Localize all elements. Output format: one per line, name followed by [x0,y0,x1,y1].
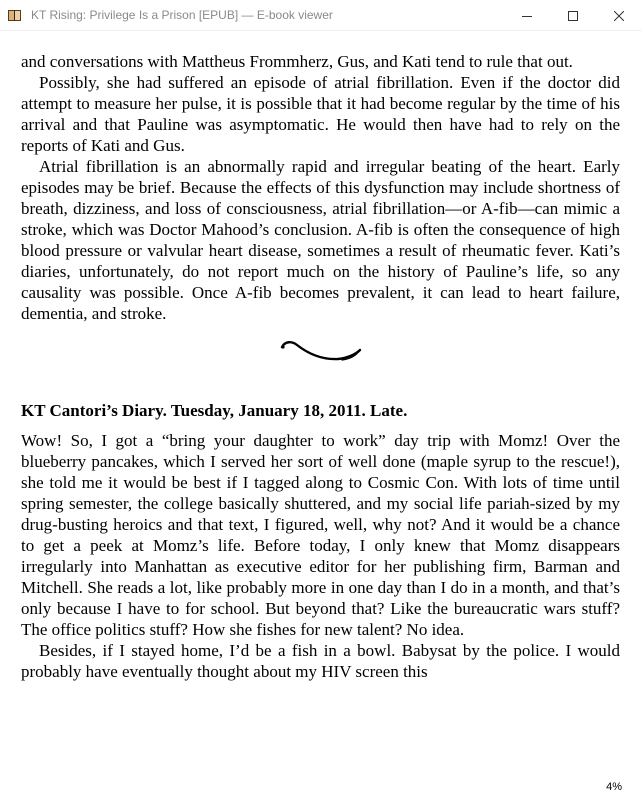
paragraph: Besides, if I stayed home, I’d be a fish in a bowl. Babysat by the police. I would probably have eventually thought about my HIV screen this [21,641,620,681]
paragraph: and conversations with Mattheus Frommherz, Gus, and Kati tend to rule that out. [21,52,573,71]
reading-progress: 4% [606,781,622,793]
close-button[interactable] [596,0,642,31]
section-heading: KT Cantori’s Diary. Tuesday, January 18, 2011. Late. [21,401,408,420]
maximize-button[interactable] [550,0,596,31]
book-icon [8,9,22,22]
paragraph: Wow! So, I got a “bring your daughter to work” day trip with Momz! Over the blueberry pancakes, which I served her sort of well done (maple syrup to the rescue!), she told me it would be best if I tagged along to Cosmic Con. With lots of time until spring semester, the college basically shuttered, and my social life pariah-sized by my drug-busting heroics and that text, I figured, well, why not? And it would be a chance to get a peek at Momz’s life. Before today, I only knew that Momz disappears irregularly into Manhattan as executive editor for her publishing firm, Barman and Mitchell. She reads a lot, like probably more in one day than I do in a month, and that’s only because I have to for school. But beyond that? Like the bureaucratic wars stuff? The office politics stuff? How she fishes for new talent? No idea. [21,431,620,639]
maximize-icon [568,11,578,21]
paragraph: Atrial fibrillation is an abnormally rapid and irregular beating of the heart. Early episodes may be brief. Because the effects of this dysfunction may include shortness of breath, dizziness, and loss of consciousness, atrial fibrillation—or A-fib—can mimic a stroke, which was Doctor Mahood’s conclusion. A-fib is often the consequence of high blood pressure or valvular heart disease, sometimes a result of rheumatic fever. Kati’s diaries, unfortunately, do not report much on the history of Pauline’s life, so any causality was possible. Once A-fib becomes prevalent, it can lead to heart failure, dementia, and stroke. [21,157,620,323]
paragraph: Possibly, she had suffered an episode of atrial fibrillation. Even if the doctor did attempt to measure her pulse, it is possible that it had become regular by the time of his arrival and that Pauline was asymptomatic. He would then have had to rely on the reports of Kati and Gus. [21,73,620,155]
minimize-icon [522,11,532,21]
swash-ornament-icon [280,340,362,362]
book-page[interactable] [21,51,620,682]
window-titlebar [0,0,642,31]
window-title: KT Rising: Privilege Is a Prison [EPUB] — E-book viewer [31,8,333,22]
minimize-button[interactable] [504,0,550,31]
close-icon [614,11,624,21]
